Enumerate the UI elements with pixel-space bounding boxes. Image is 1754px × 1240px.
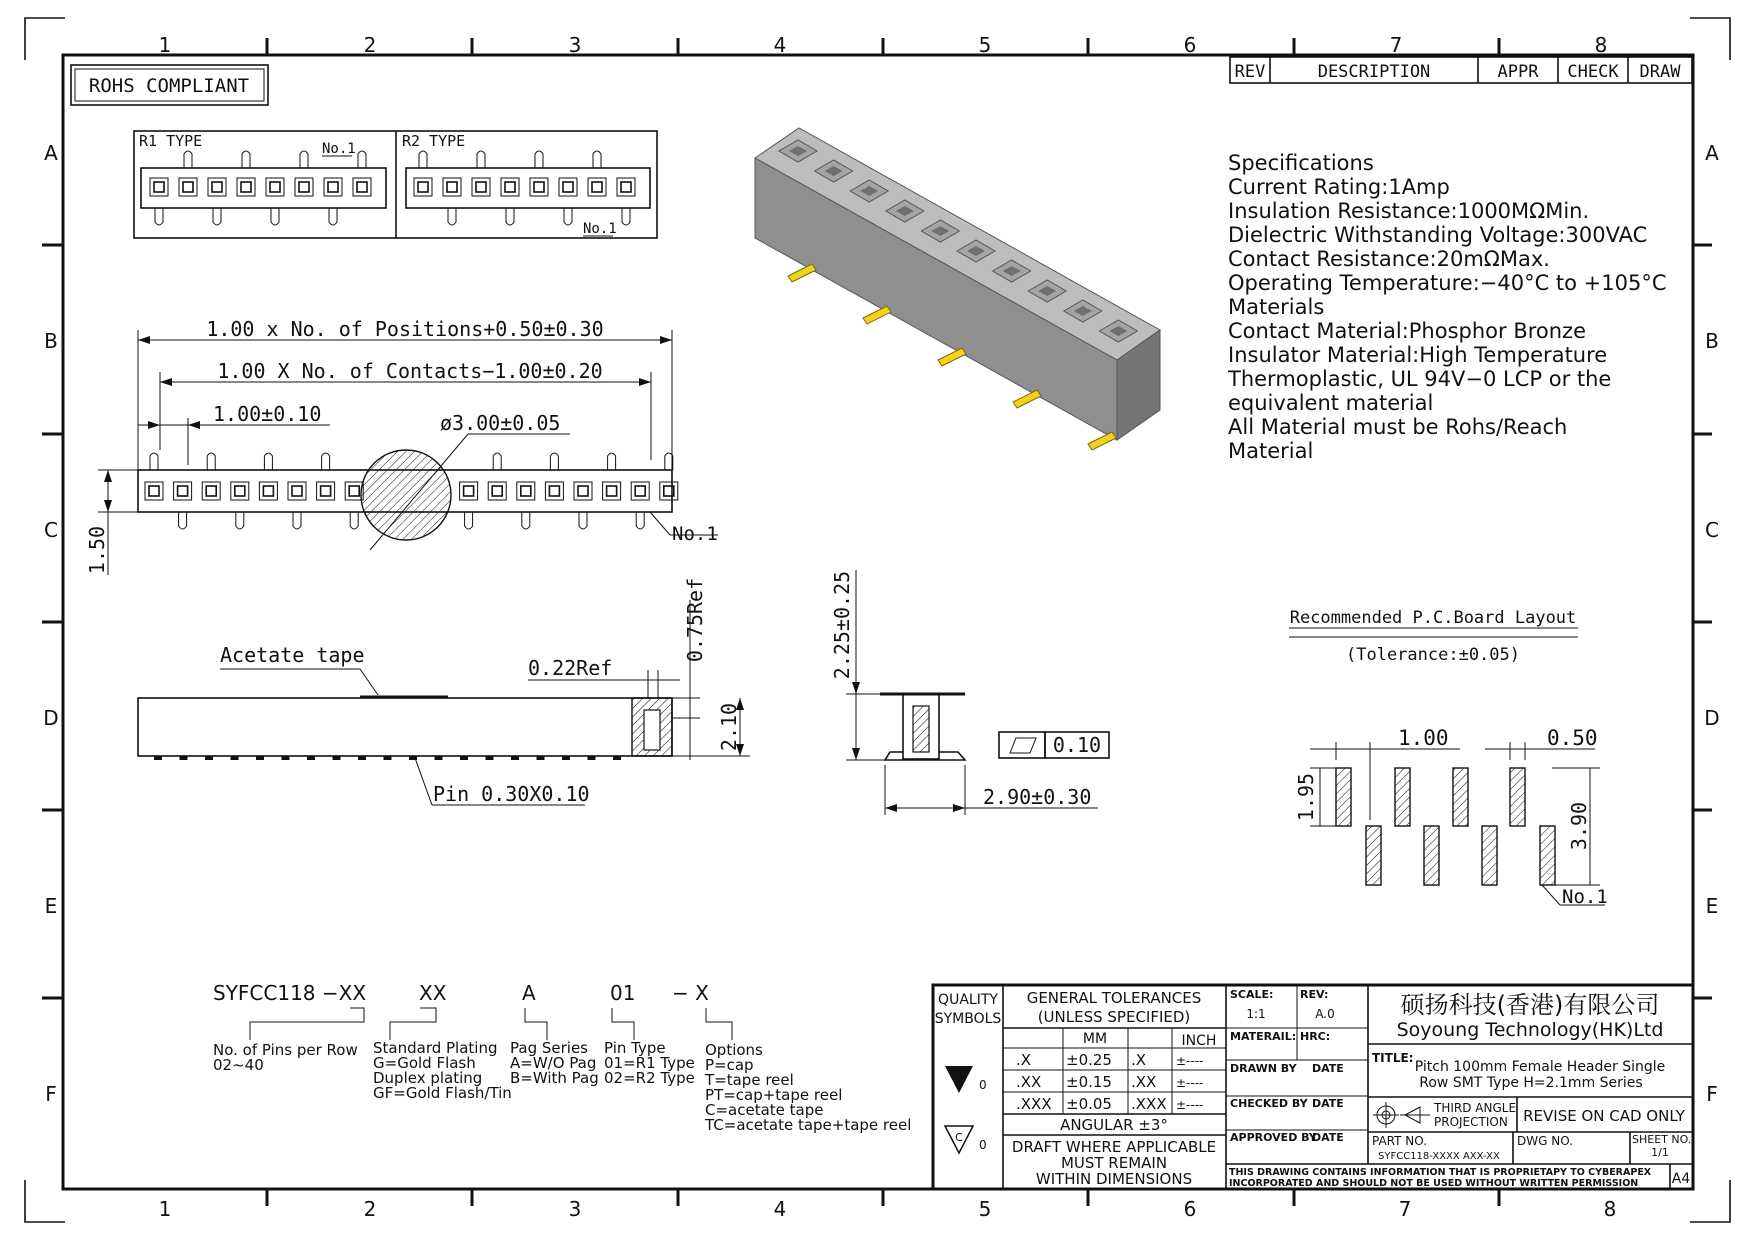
dwg-no-label: DWG NO.: [1517, 1134, 1573, 1148]
contact: [183, 182, 193, 192]
tol-row-3-val: ±0.05: [1066, 1095, 1112, 1113]
end-view: [830, 570, 1109, 815]
pin: [448, 208, 456, 225]
zone-col-1: 1: [158, 33, 172, 57]
drawn-by-label: DRAWN BY: [1230, 1062, 1297, 1075]
pcb-pad: [1510, 768, 1525, 826]
dim-022-ref: 0.22Ref: [528, 656, 613, 680]
plating-2: Duplex plating: [373, 1069, 483, 1087]
spec-line: Current Rating:1Amp: [1228, 175, 1450, 199]
pin: [506, 208, 514, 225]
contact-cavity: [530, 178, 548, 196]
r2-no1-label: No.1: [583, 221, 617, 237]
tol-row-3-key: .XXX: [1016, 1095, 1052, 1113]
zone-col-7: 7: [1389, 33, 1403, 57]
sheet-no-value: 1/1: [1651, 1146, 1669, 1159]
third-angle-label-1: THIRD ANGLE: [1434, 1101, 1517, 1115]
type-views: [134, 131, 657, 238]
contact: [235, 486, 245, 496]
pin-3d: [938, 348, 966, 366]
zone-row-E-r: E: [1705, 894, 1719, 918]
detail-circle: [361, 450, 451, 540]
pcb-dim-gap: 0.50: [1547, 726, 1598, 750]
pin: [236, 512, 244, 529]
pin: [264, 453, 272, 470]
check-header: CHECK: [1567, 62, 1619, 82]
pcb-pad: [1395, 768, 1410, 826]
spec-line: Materials: [1228, 295, 1325, 319]
side-pin: [460, 756, 468, 760]
third-angle-label-2: PROJECTION: [1434, 1115, 1508, 1129]
tol-row-3-ikey: .XXX: [1131, 1095, 1167, 1113]
side-pin: [180, 756, 188, 760]
side-pin: [562, 756, 570, 760]
contact-cavity: [574, 482, 592, 500]
contact: [292, 486, 302, 496]
contact: [464, 486, 474, 496]
contact: [607, 486, 617, 496]
contact-cavity: [295, 178, 313, 196]
contact: [263, 486, 273, 496]
pcb-no1-label: No.1: [1562, 886, 1608, 908]
spec-line: Insulator Material:High Temperature: [1228, 343, 1608, 367]
plating-0: Standard Plating: [373, 1039, 498, 1057]
pin-3d: [863, 306, 891, 324]
side-pin: [205, 756, 213, 760]
side-pin: [588, 756, 596, 760]
pcb-pad: [1366, 826, 1381, 885]
plating-3: GF=Gold Flash/Tin: [373, 1084, 512, 1102]
r1-header-body: [141, 168, 386, 208]
zone-row-C: C: [44, 518, 58, 542]
front-no1-label: No.1: [672, 523, 718, 545]
dim-circle: ø3.00±0.05: [440, 411, 561, 435]
contact-cavity: [559, 178, 577, 196]
spec-line: Thermoplastic, UL 94V−0 LCP or the: [1228, 367, 1612, 391]
side-pin: [511, 756, 519, 760]
side-pin: [231, 756, 239, 760]
contact-cavity: [237, 178, 255, 196]
contact-cavity: [202, 482, 220, 500]
drawn-date-label: DATE: [1312, 1062, 1344, 1075]
pins-label: No. of Pins per Row: [213, 1041, 358, 1059]
tol-row-3-ival: ±----: [1176, 1098, 1204, 1112]
side-pin: [537, 756, 545, 760]
options-5: TC=acetate tape+tape reel: [705, 1116, 912, 1134]
dim-075-ref: 0.75Ref: [683, 577, 707, 663]
zone-col-6b: 6: [1183, 1197, 1197, 1221]
spec-line: All Material must be Rohs/Reach: [1228, 415, 1568, 439]
pn-base: SYFCC118 −XX: [213, 981, 367, 1005]
pcb-title: Recommended P.C.Board Layout: [1289, 608, 1577, 628]
options-3: PT=cap+tape reel: [705, 1086, 843, 1104]
sheet-no-label: SHEET NO.: [1632, 1133, 1692, 1146]
part-number-breakdown: [213, 981, 911, 1134]
contact: [592, 182, 602, 192]
title-line-1: Pitch 100mm Female Header Single: [1414, 1059, 1666, 1075]
material-label: MATERAIL:: [1230, 1030, 1297, 1043]
within-dimensions-note: WITHIN DIMENSIONS: [1035, 1170, 1193, 1188]
pin-type-2: 02=R2 Type: [604, 1069, 695, 1087]
zone-row-B: B: [44, 329, 58, 353]
pin: [207, 453, 215, 470]
contact: [521, 486, 531, 496]
draft-note: DRAFT WHERE APPLICABLE: [1011, 1138, 1217, 1156]
tol-row-2-val: ±0.15: [1066, 1073, 1112, 1091]
spec-line: Insulation Resistance:1000MΩMin.: [1228, 199, 1590, 223]
options-0: Options: [705, 1041, 763, 1059]
side-view-body: [138, 698, 672, 756]
contact-cavity: [231, 482, 249, 500]
pn-pin-type: 01: [610, 981, 636, 1005]
part-no-label: PART NO.: [1372, 1134, 1428, 1148]
side-pin: [333, 756, 341, 760]
flatness-value: 0.10: [1052, 733, 1102, 757]
contact: [505, 182, 515, 192]
pin: [293, 512, 301, 529]
r1-no1-label: No.1: [322, 141, 356, 157]
options-4: C=acetate tape: [705, 1101, 824, 1119]
proprietary-notice-1: THIS DRAWING CONTAINS INFORMATION THAT IS PROPRIETAPY TO CYBERAPEX: [1229, 1167, 1652, 1178]
side-pin: [435, 756, 443, 760]
contact-cavity: [288, 482, 306, 500]
rohs-label: ROHS COMPLIANT: [88, 75, 250, 97]
contact: [349, 486, 359, 496]
proprietary-notice-2: INCORPORATED AND SHOULD NOT BE USED WITHOUT WRITTEN PERMISSION: [1229, 1178, 1639, 1189]
contact-cavity: [660, 482, 678, 500]
inch-header: INCH: [1181, 1033, 1217, 1049]
pin: [477, 151, 485, 168]
angular-tolerance: ANGULAR ±3°: [1060, 1116, 1168, 1134]
zone-col-3: 3: [568, 33, 582, 57]
spec-line: equivalent material: [1228, 391, 1434, 415]
dim-end-height: 2.25±0.25: [830, 570, 854, 680]
side-pin: [486, 756, 494, 760]
pin-size-label: Pin 0.30X0.10: [433, 782, 590, 806]
zone-col-8: 8: [1594, 33, 1608, 57]
zone-col-7b: 7: [1398, 1197, 1412, 1221]
company-name-cn: 硕扬科技(香港)有限公司: [1400, 991, 1660, 1019]
contact: [178, 486, 188, 496]
connector-3d-view: [755, 128, 1160, 450]
contact: [299, 182, 309, 192]
zone-col-2: 2: [363, 33, 377, 57]
draw-header: DRAW: [1639, 62, 1681, 82]
options-2: T=tape reel: [705, 1071, 794, 1089]
pin: [522, 512, 530, 529]
zone-col-5b: 5: [978, 1197, 992, 1221]
contact: [447, 182, 457, 192]
revision-table: [1230, 57, 1692, 83]
zone-row-A: A: [44, 141, 58, 165]
contact-cavity: [588, 178, 606, 196]
contact-cavity: [208, 178, 226, 196]
rev-label: REV:: [1300, 988, 1329, 1001]
pn-plating: XX: [419, 981, 447, 1005]
approved-by-label: APPROVED BY: [1230, 1131, 1317, 1144]
contact: [154, 182, 164, 192]
contact-cavity: [179, 178, 197, 196]
side-view: [138, 578, 750, 806]
pin: [608, 453, 616, 470]
symbols-label: SYMBOLS: [934, 1011, 1002, 1027]
dim-end-width: 2.90±0.30: [983, 785, 1092, 809]
tol-row-1-ival: ±----: [1176, 1054, 1204, 1068]
side-pin: [282, 756, 290, 760]
pin-3d: [1013, 390, 1041, 408]
title-line-2: Row SMT Type H=2.1mm Series: [1419, 1075, 1643, 1091]
checked-date-label: DATE: [1312, 1097, 1344, 1110]
pcb-tolerance: (Tolerance:±0.05): [1346, 645, 1520, 665]
tol-row-1-key: .X: [1016, 1051, 1032, 1069]
contact-cavity: [317, 482, 335, 500]
zone-col-5: 5: [978, 33, 992, 57]
zone-row-F: F: [45, 1082, 57, 1106]
contact-cavity: [617, 178, 635, 196]
contact: [212, 182, 222, 192]
zone-row-C-r: C: [1705, 518, 1719, 542]
zone-col-4b: 4: [773, 1197, 787, 1221]
pcb-pads: [1336, 768, 1555, 885]
contact-cavity: [631, 482, 649, 500]
contact-cavity: [460, 482, 478, 500]
pin: [213, 208, 221, 225]
contact-cavity: [414, 178, 432, 196]
zone-row-B-r: B: [1705, 329, 1719, 353]
quality-symbol-c: C: [955, 1131, 963, 1144]
contact: [635, 486, 645, 496]
zone-col-3b: 3: [568, 1197, 582, 1221]
pcb-pad: [1453, 768, 1468, 826]
r1-contacts: [150, 151, 371, 225]
zone-row-F-r: F: [1706, 1082, 1718, 1106]
tol-row-1-val: ±0.25: [1066, 1051, 1112, 1069]
contact: [492, 486, 502, 496]
pin: [150, 453, 158, 470]
mm-header: MM: [1082, 1031, 1108, 1047]
pin: [579, 512, 587, 529]
dim-210: 2.10: [717, 702, 741, 752]
pn-pag: A: [522, 981, 536, 1005]
contact-cavity: [501, 178, 519, 196]
must-remain-note: MUST REMAIN: [1060, 1154, 1168, 1172]
contact-cavity: [266, 178, 284, 196]
pin: [155, 208, 163, 225]
side-pin: [307, 756, 315, 760]
pcb-pad: [1482, 826, 1497, 885]
pin-type-0: Pin Type: [604, 1039, 666, 1057]
zone-row-D: D: [43, 706, 59, 730]
third-angle-projection-icon: [1373, 1102, 1430, 1128]
pin: [564, 208, 572, 225]
checked-by-label: CHECKED BY: [1230, 1097, 1308, 1110]
sheet-size: A4: [1671, 1171, 1691, 1187]
contact-cavity: [517, 482, 535, 500]
pin: [550, 453, 558, 470]
side-pin: [613, 756, 621, 760]
contact: [534, 182, 544, 192]
appr-header: APPR: [1497, 62, 1539, 82]
pin: [636, 512, 644, 529]
pcb-pad: [1540, 826, 1555, 885]
tol-row-1-ikey: .X: [1131, 1051, 1147, 1069]
zone-row-D-r: D: [1704, 706, 1720, 730]
pin: [179, 512, 187, 529]
approved-date-label: DATE: [1312, 1131, 1344, 1144]
zone-row-A-r: A: [1705, 141, 1719, 165]
acetate-tape-label: Acetate tape: [220, 643, 365, 667]
pin: [419, 151, 427, 168]
rev-value: A.0: [1315, 1007, 1335, 1021]
pag-1: A=W/O Pag: [510, 1054, 597, 1072]
dim-overall-length: 1.00 x No. of Positions+0.50±0.30: [206, 317, 604, 341]
contact: [149, 486, 159, 496]
contact: [476, 182, 486, 192]
side-pin: [384, 756, 392, 760]
quality-code-2: 0: [979, 1138, 987, 1152]
contact-cavity: [603, 482, 621, 500]
general-tolerances: GENERAL TOLERANCES: [1026, 989, 1202, 1007]
options-1: P=cap: [705, 1056, 754, 1074]
pcb-pad: [1424, 826, 1439, 885]
scale-value: 1:1: [1246, 1007, 1266, 1021]
side-pin: [256, 756, 264, 760]
pin-3d: [1088, 432, 1116, 450]
pcb-dim-pad: 1.95: [1294, 772, 1318, 822]
dim-contacts-length: 1.00 X No. of Contacts−1.00±0.20: [217, 359, 603, 383]
zone-col-6: 6: [1183, 33, 1197, 57]
contact-cavity: [259, 482, 277, 500]
contact-cavity: [145, 482, 163, 500]
pin-3d: [788, 264, 816, 282]
r1-type-label: R1 TYPE: [139, 132, 203, 150]
pin: [329, 208, 337, 225]
quality-code-1: 0: [979, 1078, 987, 1092]
pin: [271, 208, 279, 225]
quality-label: QUALITY: [938, 992, 998, 1008]
zone-col-1b: 1: [158, 1197, 172, 1221]
spec-line: Contact Resistance:20mΩMax.: [1228, 247, 1550, 271]
pin: [358, 151, 366, 168]
r2-contacts: [414, 151, 635, 225]
revise-on-cad: REVISE ON CAD ONLY: [1523, 1107, 1685, 1125]
title-block: [933, 985, 1693, 1189]
contact: [357, 182, 367, 192]
zone-col-2b: 2: [363, 1197, 377, 1221]
contact-cavity: [150, 178, 168, 196]
zone-col-4: 4: [773, 33, 787, 57]
pin: [322, 453, 330, 470]
contact: [206, 486, 216, 496]
dim-height-150: 1.50: [85, 525, 109, 575]
pin: [535, 151, 543, 168]
contact-cavity: [545, 482, 563, 500]
contact-cavity: [174, 482, 192, 500]
pin: [184, 151, 192, 168]
side-pin: [358, 756, 366, 760]
plating-1: G=Gold Flash: [373, 1054, 476, 1072]
pins-range: 02~40: [213, 1056, 264, 1074]
front-view: [85, 317, 718, 575]
contact-cavity: [353, 178, 371, 196]
contact: [321, 486, 331, 496]
scale-label: SCALE:: [1230, 988, 1274, 1001]
hrc-label: HRC:: [1300, 1030, 1331, 1043]
contact: [418, 182, 428, 192]
contact-cavity: [472, 178, 490, 196]
unless-specified: (UNLESS SPECIFIED): [1037, 1008, 1191, 1026]
spec-line: Dielectric Withstanding Voltage:300VAC: [1228, 223, 1648, 247]
pin: [300, 151, 308, 168]
pin: [465, 512, 473, 529]
spec-line: Operating Temperature:−40°C to +105°C: [1228, 271, 1667, 295]
contact-cavity: [324, 178, 342, 196]
side-pin: [154, 756, 162, 760]
part-no-value: SYFCC118-XXXX AXX-XX: [1378, 1151, 1500, 1162]
zone-row-E: E: [44, 894, 58, 918]
pcb-dim-span: 3.90: [1567, 801, 1591, 851]
contact-cavity: [488, 482, 506, 500]
tol-row-2-ikey: .XX: [1131, 1073, 1157, 1091]
dim-pitch: 1.00±0.10: [213, 402, 322, 426]
spec-line: Contact Material:Phosphor Bronze: [1228, 319, 1587, 343]
rev-header: REV: [1234, 62, 1266, 82]
contact: [563, 182, 573, 192]
quality-symbol-filled-icon: [945, 1066, 973, 1093]
contact: [328, 182, 338, 192]
contact: [549, 486, 559, 496]
pin: [622, 208, 630, 225]
pag-2: B=With Pag: [510, 1069, 599, 1087]
contact: [241, 182, 251, 192]
r2-type-label: R2 TYPE: [402, 132, 466, 150]
spec-line: Material: [1228, 439, 1314, 463]
title-label: TITLE:: [1372, 1051, 1414, 1065]
contact: [270, 182, 280, 192]
tol-row-2-key: .XX: [1016, 1073, 1042, 1091]
pn-options: − X: [672, 981, 709, 1005]
pin: [493, 453, 501, 470]
pcb-dim-pitch: 1.00: [1398, 726, 1449, 750]
pag-0: Pag Series: [510, 1039, 588, 1057]
pin-type-1: 01=R1 Type: [604, 1054, 695, 1072]
description-header: DESCRIPTION: [1317, 62, 1431, 82]
pcb-pad: [1336, 768, 1351, 826]
contact-cavity: [443, 178, 461, 196]
specifications: [1227, 151, 1667, 463]
pin: [350, 512, 358, 529]
pcb-layout: [1289, 608, 1608, 908]
pin: [593, 151, 601, 168]
contact: [621, 182, 631, 192]
zone-col-8b: 8: [1603, 1197, 1617, 1221]
tol-row-2-ival: ±----: [1176, 1076, 1204, 1090]
pin: [242, 151, 250, 168]
spec-line: Specifications: [1228, 151, 1374, 175]
contact: [578, 486, 588, 496]
company-name-en: Soyoung Technology(HK)Ltd: [1396, 1019, 1664, 1041]
